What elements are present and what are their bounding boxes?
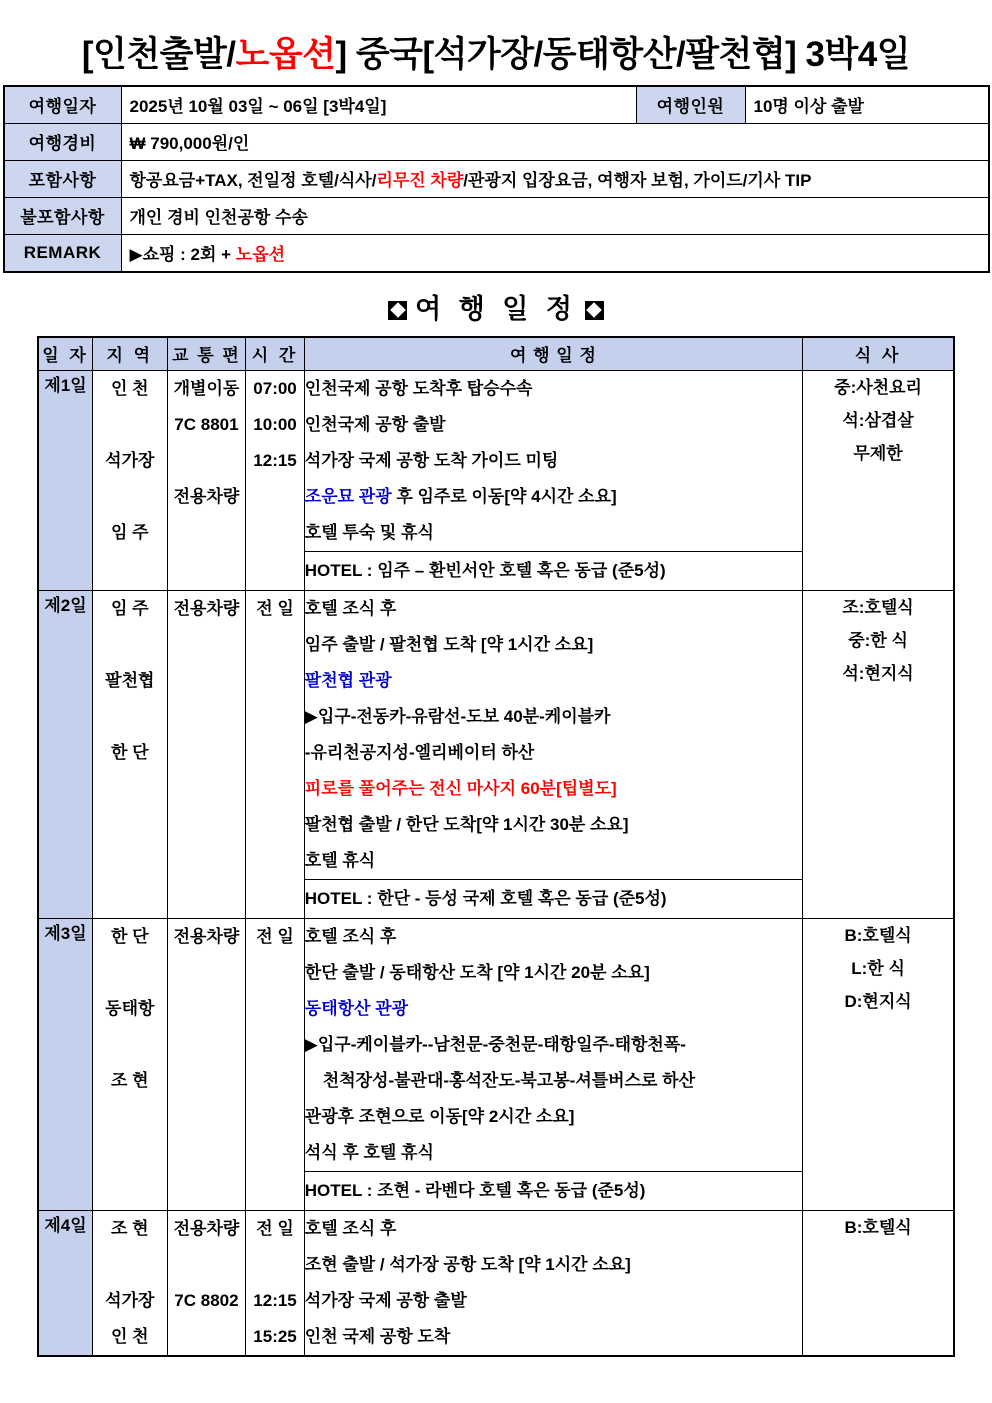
day-row: [38, 370, 954, 551]
plan-line: 인천국제 공항 출발: [304, 414, 446, 434]
meal-line: 석:현지식: [842, 663, 914, 683]
itinerary-body: [38, 370, 954, 1356]
col-header-transport: 교 통 편: [167, 337, 246, 371]
section-heading-text: 여 행 일 정: [415, 293, 577, 324]
region-cell-line: 한 단: [111, 742, 149, 762]
value-included: [121, 160, 989, 197]
info-row-dates: [4, 86, 989, 124]
time-cell-line: 전 일: [256, 926, 294, 946]
time-cell-line: 10:00: [253, 414, 297, 434]
meal-line: 중:사천요리: [834, 377, 922, 397]
plan-cell: [304, 370, 802, 551]
hotel-info: HOTEL : 한단 - 등성 국제 호텔 혹은 동급 (준5성): [304, 879, 802, 918]
region-cell-line: 임 주: [111, 522, 149, 542]
day-label: 제2일: [38, 590, 92, 918]
transport-cell-line: [168, 1319, 246, 1355]
plan-cell: [304, 1210, 802, 1356]
value-excluded: 개인 경비 인천공항 수송: [121, 197, 989, 234]
value-trip-cost: ₩ 790,000원/인: [121, 123, 989, 160]
time-cell-line: 12:15: [253, 450, 297, 470]
included-highlight: 리무진 차량: [376, 171, 464, 190]
plan-line: 호텔 조식 후: [304, 1218, 397, 1238]
region-cell: [92, 918, 167, 1210]
value-group-size: 10명 이상 출발: [745, 86, 989, 124]
title-prefix: [인천출발/: [81, 35, 236, 74]
transport-cell-line: [168, 515, 246, 551]
plan-line: 석식 후 호텔 휴식: [304, 1142, 434, 1162]
title-highlight: 노옵션: [235, 35, 336, 74]
transport-cell-line: 7C 8801: [174, 414, 239, 434]
region-cell-line: [93, 1027, 167, 1063]
plan-line: 팔천협 출발 / 한단 도착[약 1시간 30분 소요]: [304, 814, 629, 834]
transport-cell: [167, 590, 246, 918]
time-cell-line: 전 일: [256, 1218, 294, 1238]
transport-cell-line: 개별이동: [173, 378, 240, 398]
time-cell: [246, 370, 305, 590]
region-cell-line: 조 현: [111, 1218, 149, 1238]
plan-line: 피로를 풀어주는 전신 마사지 60분[팁별도]: [304, 778, 617, 798]
transport-cell-line: 전용차량: [173, 1218, 240, 1238]
diamond-left-icon: [388, 301, 407, 320]
meal-line: D:현지식: [844, 991, 912, 1011]
time-cell-line: 전 일: [256, 598, 294, 618]
day-label: 제4일: [38, 1210, 92, 1356]
plan-line: 인천국제 공항 도착후 탑승수속: [304, 378, 533, 398]
trip-info-table: [3, 85, 990, 273]
region-cell-line: 팔천협: [105, 670, 155, 690]
transport-cell-line: 전용차량: [173, 486, 240, 506]
plan-line: 팔천협 관광: [304, 670, 392, 690]
day-row: [38, 590, 954, 879]
plan-line: 호텔 조식 후: [304, 926, 397, 946]
meal-line: 중:한 식: [848, 630, 908, 650]
transport-cell-line: [168, 1247, 246, 1283]
plan-line: ▶입구-전동카-유람선-도보 40분-케이블카: [304, 706, 611, 726]
page-title: [0, 0, 992, 85]
time-cell-line: 15:25: [253, 1326, 297, 1346]
region-cell-line: 인 천: [111, 1326, 149, 1346]
region-cell-line: 조 현: [111, 1070, 149, 1090]
info-row-price: [4, 123, 989, 160]
plan-line: 관광후 조현으로 이동[약 2시간 소요]: [304, 1106, 575, 1126]
label-trip-cost: 여행경비: [4, 123, 122, 160]
region-cell-line: [93, 955, 167, 991]
time-cell-line: 12:15: [253, 1290, 297, 1310]
region-cell: [92, 370, 167, 590]
label-excluded: 불포함사항: [4, 197, 122, 234]
region-cell-line: 임 주: [111, 598, 149, 618]
remark-pre: ▶쇼핑 : 2회 +: [129, 245, 236, 264]
region-cell-line: [93, 479, 167, 515]
time-cell: [246, 1210, 305, 1356]
region-cell-line: [93, 627, 167, 663]
diamond-right-icon: [585, 301, 604, 320]
label-group-size: 여행인원: [636, 86, 745, 124]
value-travel-dates: 2025년 10월 03일 ~ 06일 [3박4일]: [121, 86, 636, 124]
meal-cell: [803, 918, 954, 1210]
itinerary-header-row: [38, 337, 954, 371]
info-row-remark: [4, 234, 989, 272]
time-cell-line: [246, 515, 304, 551]
plan-line: 석가장 국제 공항 출발: [304, 1290, 467, 1310]
time-cell: [246, 590, 305, 918]
meal-cell: [803, 370, 954, 590]
region-cell: [92, 1210, 167, 1356]
transport-cell: [167, 918, 246, 1210]
plan-line: 호텔 투숙 및 휴식: [304, 522, 434, 542]
transport-cell: [167, 1210, 246, 1356]
meal-line: B:호텔식: [844, 925, 912, 945]
region-cell-line: 인 천: [111, 378, 149, 398]
value-remark: [121, 234, 989, 272]
day-row: [38, 918, 954, 1171]
meal-line: L:한 식: [851, 958, 905, 978]
meal-line: 석:삼겹살: [842, 410, 914, 430]
region-cell-line: 동태항: [105, 998, 155, 1018]
meal-line: 조:호텔식: [842, 597, 914, 617]
col-header-region: 지 역: [92, 337, 167, 371]
label-remark: REMARK: [4, 234, 122, 272]
plan-line: 임주 출발 / 팔천협 도착 [약 1시간 소요]: [304, 634, 594, 654]
plan-line-highlight: 조운묘 관광: [304, 486, 392, 506]
region-cell-line: 석가장: [105, 450, 155, 470]
region-cell: [92, 590, 167, 918]
time-cell-line: 07:00: [253, 378, 297, 398]
region-cell-line: [93, 699, 167, 735]
region-cell-line: 한 단: [111, 926, 149, 946]
day-label: 제1일: [38, 370, 92, 590]
included-post: /관광지 입장요금, 여행자 보험, 가이드/기사 TIP: [463, 171, 812, 190]
plan-line: 조현 출발 / 석가장 공항 도착 [약 1시간 소요]: [304, 1254, 631, 1274]
plan-line: 호텔 조식 후: [304, 598, 397, 618]
transport-cell-line: 7C 8802: [174, 1290, 239, 1310]
region-cell-line: [93, 1247, 167, 1283]
transport-cell-line: 전용차량: [173, 598, 240, 618]
plan-line: 조운묘 관광 후 임주로 이동[약 4시간 소요]: [304, 486, 617, 506]
transport-cell-line: [168, 443, 246, 479]
day-label: 제3일: [38, 918, 92, 1210]
time-cell: [246, 918, 305, 1210]
meal-line: B:호텔식: [844, 1217, 912, 1237]
included-pre: 항공요금+TAX, 전일정 호텔/식사/: [129, 171, 377, 190]
region-cell-line: [93, 407, 167, 443]
plan-line: ▶입구-케이블카--남천문-중천문-태항일주-태항천폭-: [304, 1034, 686, 1054]
plan-line: 인천 국제 공항 도착: [304, 1326, 451, 1346]
itinerary-table: [37, 336, 955, 1357]
meal-cell: [803, 1210, 954, 1356]
col-header-meal: 식 사: [803, 337, 954, 371]
plan-cell: [304, 918, 802, 1171]
region-cell-line: 석가장: [105, 1290, 155, 1310]
remark-highlight: 노옵션: [235, 245, 286, 264]
col-header-time: 시 간: [246, 337, 305, 371]
label-travel-dates: 여행일자: [4, 86, 122, 124]
day-row: [38, 1210, 954, 1356]
col-header-plan: 여 행 일 정: [304, 337, 802, 371]
time-cell-line: [246, 1247, 304, 1283]
transport-cell-line: 전용차량: [173, 926, 240, 946]
label-included: 포함사항: [4, 160, 122, 197]
plan-line: 천척장성-불관대-홍석잔도-북고봉-셔틀버스로 하산: [322, 1070, 696, 1090]
itinerary-section-heading: [0, 273, 992, 336]
hotel-info: HOTEL : 조현 - 라벤다 호텔 혹은 동급 (준5성): [304, 1171, 802, 1210]
plan-line: -유리천공지성-엘리베이터 하산: [304, 742, 535, 762]
transport-cell: [167, 370, 246, 590]
info-row-excluded: [4, 197, 989, 234]
info-row-included: [4, 160, 989, 197]
plan-line: 한단 출발 / 동태항산 도착 [약 1시간 20분 소요]: [304, 962, 650, 982]
plan-line: 호텔 휴식: [304, 850, 376, 870]
title-suffix: ] 중국[석가장/동태항산/팔천협] 3박4일: [335, 35, 911, 74]
meal-line: 무제한: [853, 443, 903, 463]
col-header-day: 일 자: [38, 337, 92, 371]
meal-cell: [803, 590, 954, 918]
time-cell-line: [246, 479, 304, 515]
plan-line: 석가장 국제 공항 도착 가이드 미팅: [304, 450, 559, 470]
plan-line: 동태항산 관광: [304, 998, 409, 1018]
hotel-info: HOTEL : 임주 – 환빈서안 호텔 혹은 동급 (준5성): [304, 551, 802, 590]
plan-cell: [304, 590, 802, 879]
